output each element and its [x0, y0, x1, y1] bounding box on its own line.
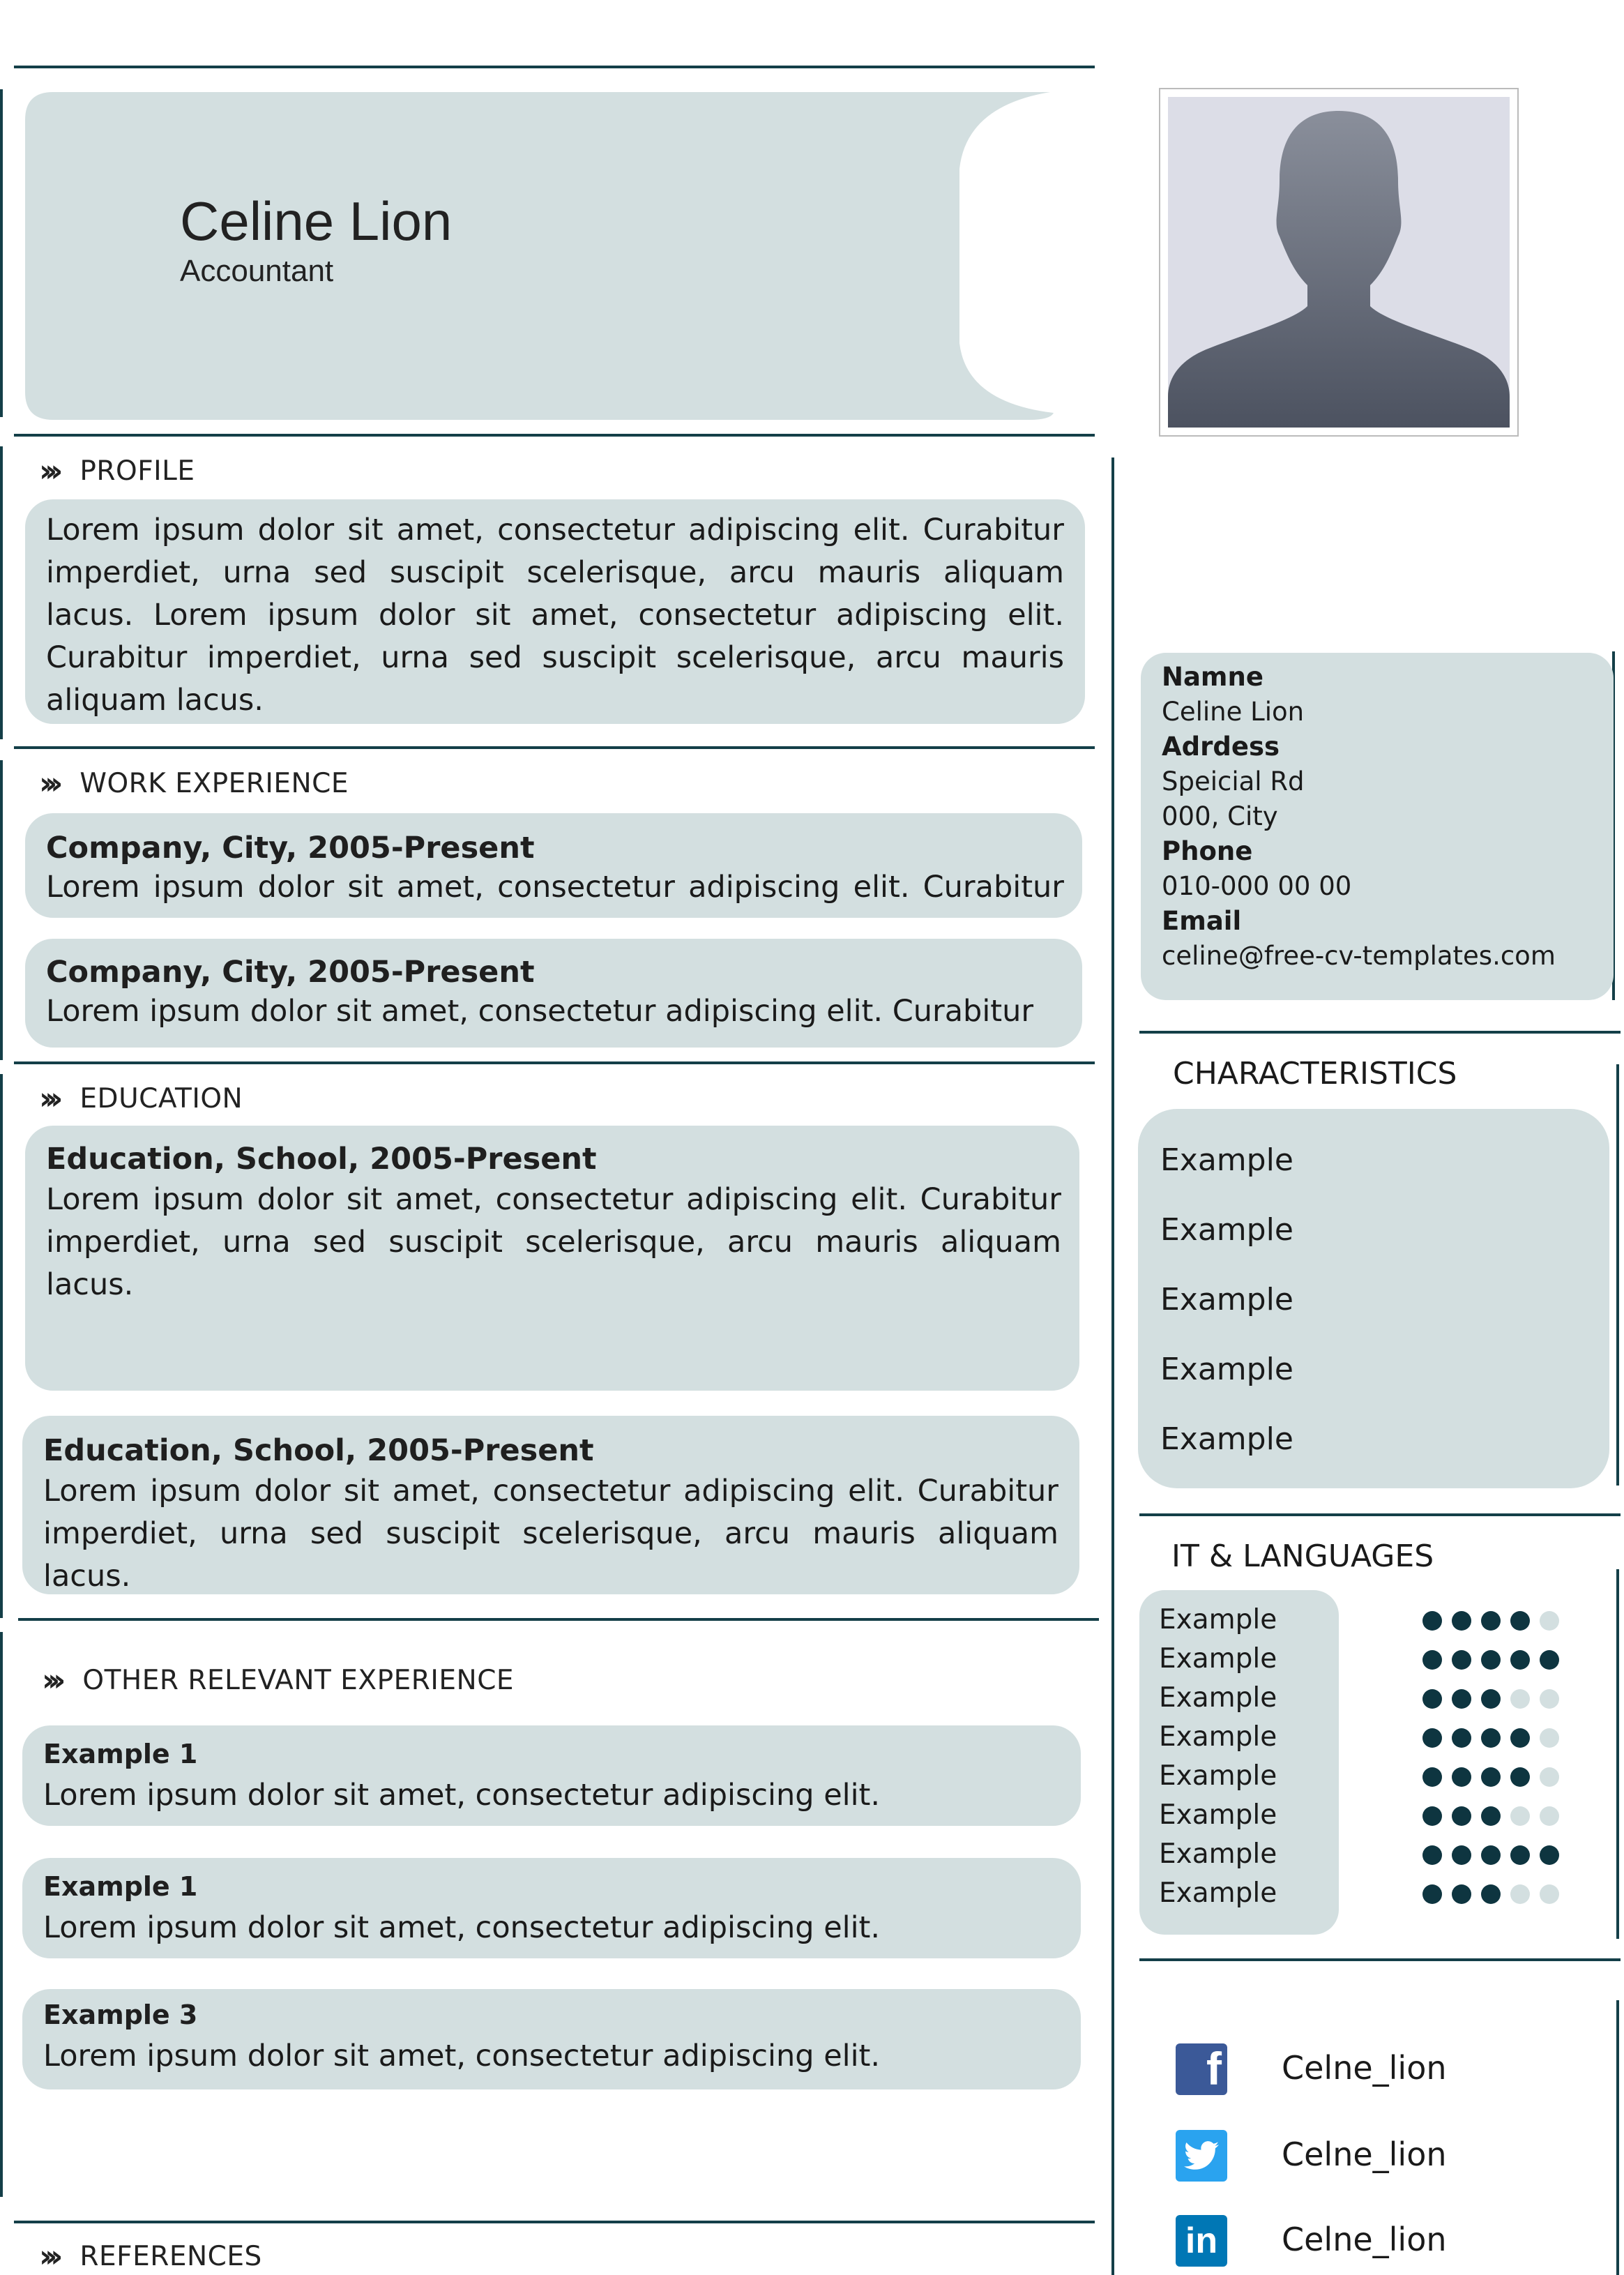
other-item [22, 1989, 1081, 2089]
it-language-label: Example [1159, 1682, 1277, 1714]
characteristic-item: Example [1160, 1282, 1293, 1317]
skill-level-dots [1422, 1884, 1559, 1904]
divider [1139, 1513, 1621, 1516]
skill-dot-empty [1510, 1689, 1530, 1709]
skill-dot-filled [1510, 1728, 1530, 1748]
work-item-text: Lorem ipsum dolor sit amet, consectetur adipiscing elit. Curabitur [46, 994, 1034, 1029]
skill-dot-empty [1510, 1806, 1530, 1826]
linkedin-icon[interactable]: in [1176, 2215, 1227, 2267]
skill-dot-filled [1422, 1650, 1442, 1670]
skill-level-dots [1422, 1689, 1559, 1709]
divider [1139, 1031, 1621, 1034]
it-language-label: Example [1159, 1838, 1277, 1870]
skill-dot-filled [1510, 1845, 1530, 1865]
skill-dot-filled [1481, 1767, 1501, 1787]
education-item-text: Lorem ipsum dolor sit amet, consectetur adipiscing elit. Curabitur imperdiet, urna sed suscipit scelerisque, arcu mauris aliquam lacus. [43, 1474, 1058, 1594]
skill-level-dots [1422, 1611, 1559, 1631]
references-section-title: ››› REFERENCES [39, 2239, 262, 2274]
contact-address-label: Adrdess [1162, 732, 1280, 762]
contact-address-line1: Speicial Rd [1162, 766, 1305, 796]
divider [0, 1632, 3, 2197]
skill-dot-filled [1481, 1689, 1501, 1709]
divider [0, 446, 3, 739]
skill-dot-empty [1540, 1767, 1559, 1787]
skill-dot-filled [1452, 1806, 1471, 1826]
divider [14, 746, 1095, 749]
social-handle-linkedin[interactable]: Celne_lion [1282, 2221, 1447, 2258]
skill-dot-filled [1452, 1884, 1471, 1904]
skill-dot-filled [1540, 1650, 1559, 1670]
skill-dot-filled [1481, 1650, 1501, 1670]
education-item [22, 1416, 1079, 1594]
work-item [25, 939, 1082, 1048]
social-handle-twitter[interactable]: Celne_lion [1282, 2136, 1447, 2173]
profile-section-title: ››› PROFILE [39, 453, 195, 489]
skill-dot-filled [1481, 1806, 1501, 1826]
it-language-label: Example [1159, 1760, 1277, 1792]
chevrons-icon: ››› [39, 2239, 56, 2274]
work-section-title: ››› WORK EXPERIENCE [39, 766, 349, 801]
skill-dot-filled [1422, 1884, 1442, 1904]
chevrons-icon: ››› [39, 1081, 56, 1117]
characteristic-item: Example [1160, 1142, 1293, 1178]
twitter-icon[interactable] [1176, 2130, 1227, 2182]
divider [1139, 1958, 1621, 1961]
other-item-text: Lorem ipsum dolor sit amet, consectetur adipiscing elit. [43, 1778, 881, 1813]
skill-dot-filled [1510, 1650, 1530, 1670]
skill-dot-empty [1540, 1689, 1559, 1709]
other-item-heading: Example 1 [43, 1871, 198, 1902]
contact-email-label: Email [1162, 906, 1242, 936]
education-item [25, 1126, 1079, 1391]
social-handle-facebook[interactable]: Celne_lion [1282, 2049, 1447, 2087]
avatar [1159, 88, 1519, 437]
skill-level-dots [1422, 1845, 1559, 1865]
divider [1111, 458, 1114, 2275]
divider [1616, 2000, 1619, 2275]
other-item [22, 1725, 1081, 1826]
skill-dot-filled [1422, 1611, 1442, 1631]
it-language-label: Example [1159, 1721, 1277, 1753]
skill-dot-filled [1481, 1884, 1501, 1904]
characteristic-item: Example [1160, 1352, 1293, 1387]
skill-dot-empty [1510, 1884, 1530, 1904]
it-language-label: Example [1159, 1604, 1277, 1635]
work-item-text: Lorem ipsum dolor sit amet, consectetur adipiscing elit. Curabitur [46, 870, 1064, 905]
work-item-heading: Company, City, 2005-Present [46, 831, 535, 866]
skill-level-dots [1422, 1767, 1559, 1787]
profile-panel [25, 499, 1085, 724]
candidate-title: Accountant [180, 254, 334, 288]
other-item-text: Lorem ipsum dolor sit amet, consectetur adipiscing elit. [43, 1910, 881, 1945]
profile-text: Lorem ipsum dolor sit amet, consectetur adipiscing elit. Curabitur imperdiet, urna sed suscipit scelerisque, arcu mauris aliquam lacus. Lorem ipsum dolor sit amet, consectetur adipiscing elit. Curabitur imperdiet, urna sed suscipit scelerisque, arcu mauris aliquam lacus. [46, 513, 1064, 718]
skill-dot-filled [1422, 1845, 1442, 1865]
skill-dot-filled [1452, 1767, 1471, 1787]
work-item-heading: Company, City, 2005-Present [46, 955, 535, 990]
skill-dot-filled [1422, 1767, 1442, 1787]
skill-dot-empty [1540, 1884, 1559, 1904]
divider [14, 1061, 1095, 1064]
skill-dot-empty [1540, 1611, 1559, 1631]
other-item-heading: Example 3 [43, 2000, 198, 2030]
candidate-name: Celine Lion [180, 190, 453, 252]
skill-dot-filled [1481, 1611, 1501, 1631]
it-language-label: Example [1159, 1877, 1277, 1909]
characteristic-item: Example [1160, 1421, 1293, 1457]
skill-dot-filled [1510, 1611, 1530, 1631]
contact-phone-value: 010-000 00 00 [1162, 871, 1352, 901]
divider [1616, 1569, 1619, 1939]
contact-panel [1141, 653, 1614, 1000]
education-item-heading: Education, School, 2005-Present [46, 1142, 597, 1177]
skill-level-dots [1422, 1728, 1559, 1748]
skill-dot-filled [1481, 1728, 1501, 1748]
it-languages-title: IT & LANGUAGES [1171, 1539, 1434, 1574]
other-item [22, 1858, 1081, 1958]
skill-dot-filled [1481, 1845, 1501, 1865]
skill-dot-empty [1540, 1806, 1559, 1826]
divider [14, 434, 1095, 437]
education-item-text: Lorem ipsum dolor sit amet, consectetur adipiscing elit. Curabitur imperdiet, urna sed suscipit scelerisque, arcu mauris aliquam lacus. [46, 1182, 1061, 1302]
skill-dot-filled [1452, 1728, 1471, 1748]
skill-dot-filled [1540, 1845, 1559, 1865]
contact-phone-label: Phone [1162, 836, 1253, 866]
other-item-text: Lorem ipsum dolor sit amet, consectetur adipiscing elit. [43, 2039, 881, 2073]
contact-name-value: Celine Lion [1162, 697, 1305, 727]
contact-name-label: Namne [1162, 662, 1263, 692]
education-item-heading: Education, School, 2005-Present [43, 1433, 594, 1468]
contact-address-line2: 000, City [1162, 801, 1278, 831]
it-language-label: Example [1159, 1799, 1277, 1831]
characteristics-title: CHARACTERISTICS [1173, 1056, 1457, 1091]
characteristic-item: Example [1160, 1212, 1293, 1248]
divider [0, 1074, 3, 1618]
skill-dot-filled [1452, 1611, 1471, 1631]
facebook-icon[interactable]: f [1176, 2043, 1227, 2095]
other-section-title: ››› OTHER RELEVANT EXPERIENCE [42, 1663, 515, 1698]
divider [0, 89, 3, 417]
contact-email-value[interactable]: celine@free-cv-templates.com [1162, 941, 1556, 971]
skill-dot-filled [1422, 1728, 1442, 1748]
skill-level-dots [1422, 1650, 1559, 1670]
skill-dot-filled [1422, 1806, 1442, 1826]
divider [0, 760, 3, 1060]
it-language-label: Example [1159, 1643, 1277, 1675]
skill-level-dots [1422, 1806, 1559, 1826]
divider [1616, 1064, 1619, 1486]
other-item-heading: Example 1 [43, 1739, 198, 1769]
chevrons-icon: ››› [39, 766, 56, 801]
chevrons-icon: ››› [42, 1663, 59, 1698]
work-item [25, 813, 1082, 918]
divider [14, 2221, 1095, 2223]
skill-dot-empty [1540, 1728, 1559, 1748]
chevrons-icon: ››› [39, 453, 56, 489]
skill-dot-filled [1422, 1689, 1442, 1709]
skill-dot-filled [1452, 1650, 1471, 1670]
skill-dot-filled [1452, 1845, 1471, 1865]
divider [14, 66, 1095, 68]
education-section-title: ››› EDUCATION [39, 1081, 243, 1117]
skill-dot-filled [1452, 1689, 1471, 1709]
skill-dot-filled [1510, 1767, 1530, 1787]
divider [18, 1618, 1099, 1621]
